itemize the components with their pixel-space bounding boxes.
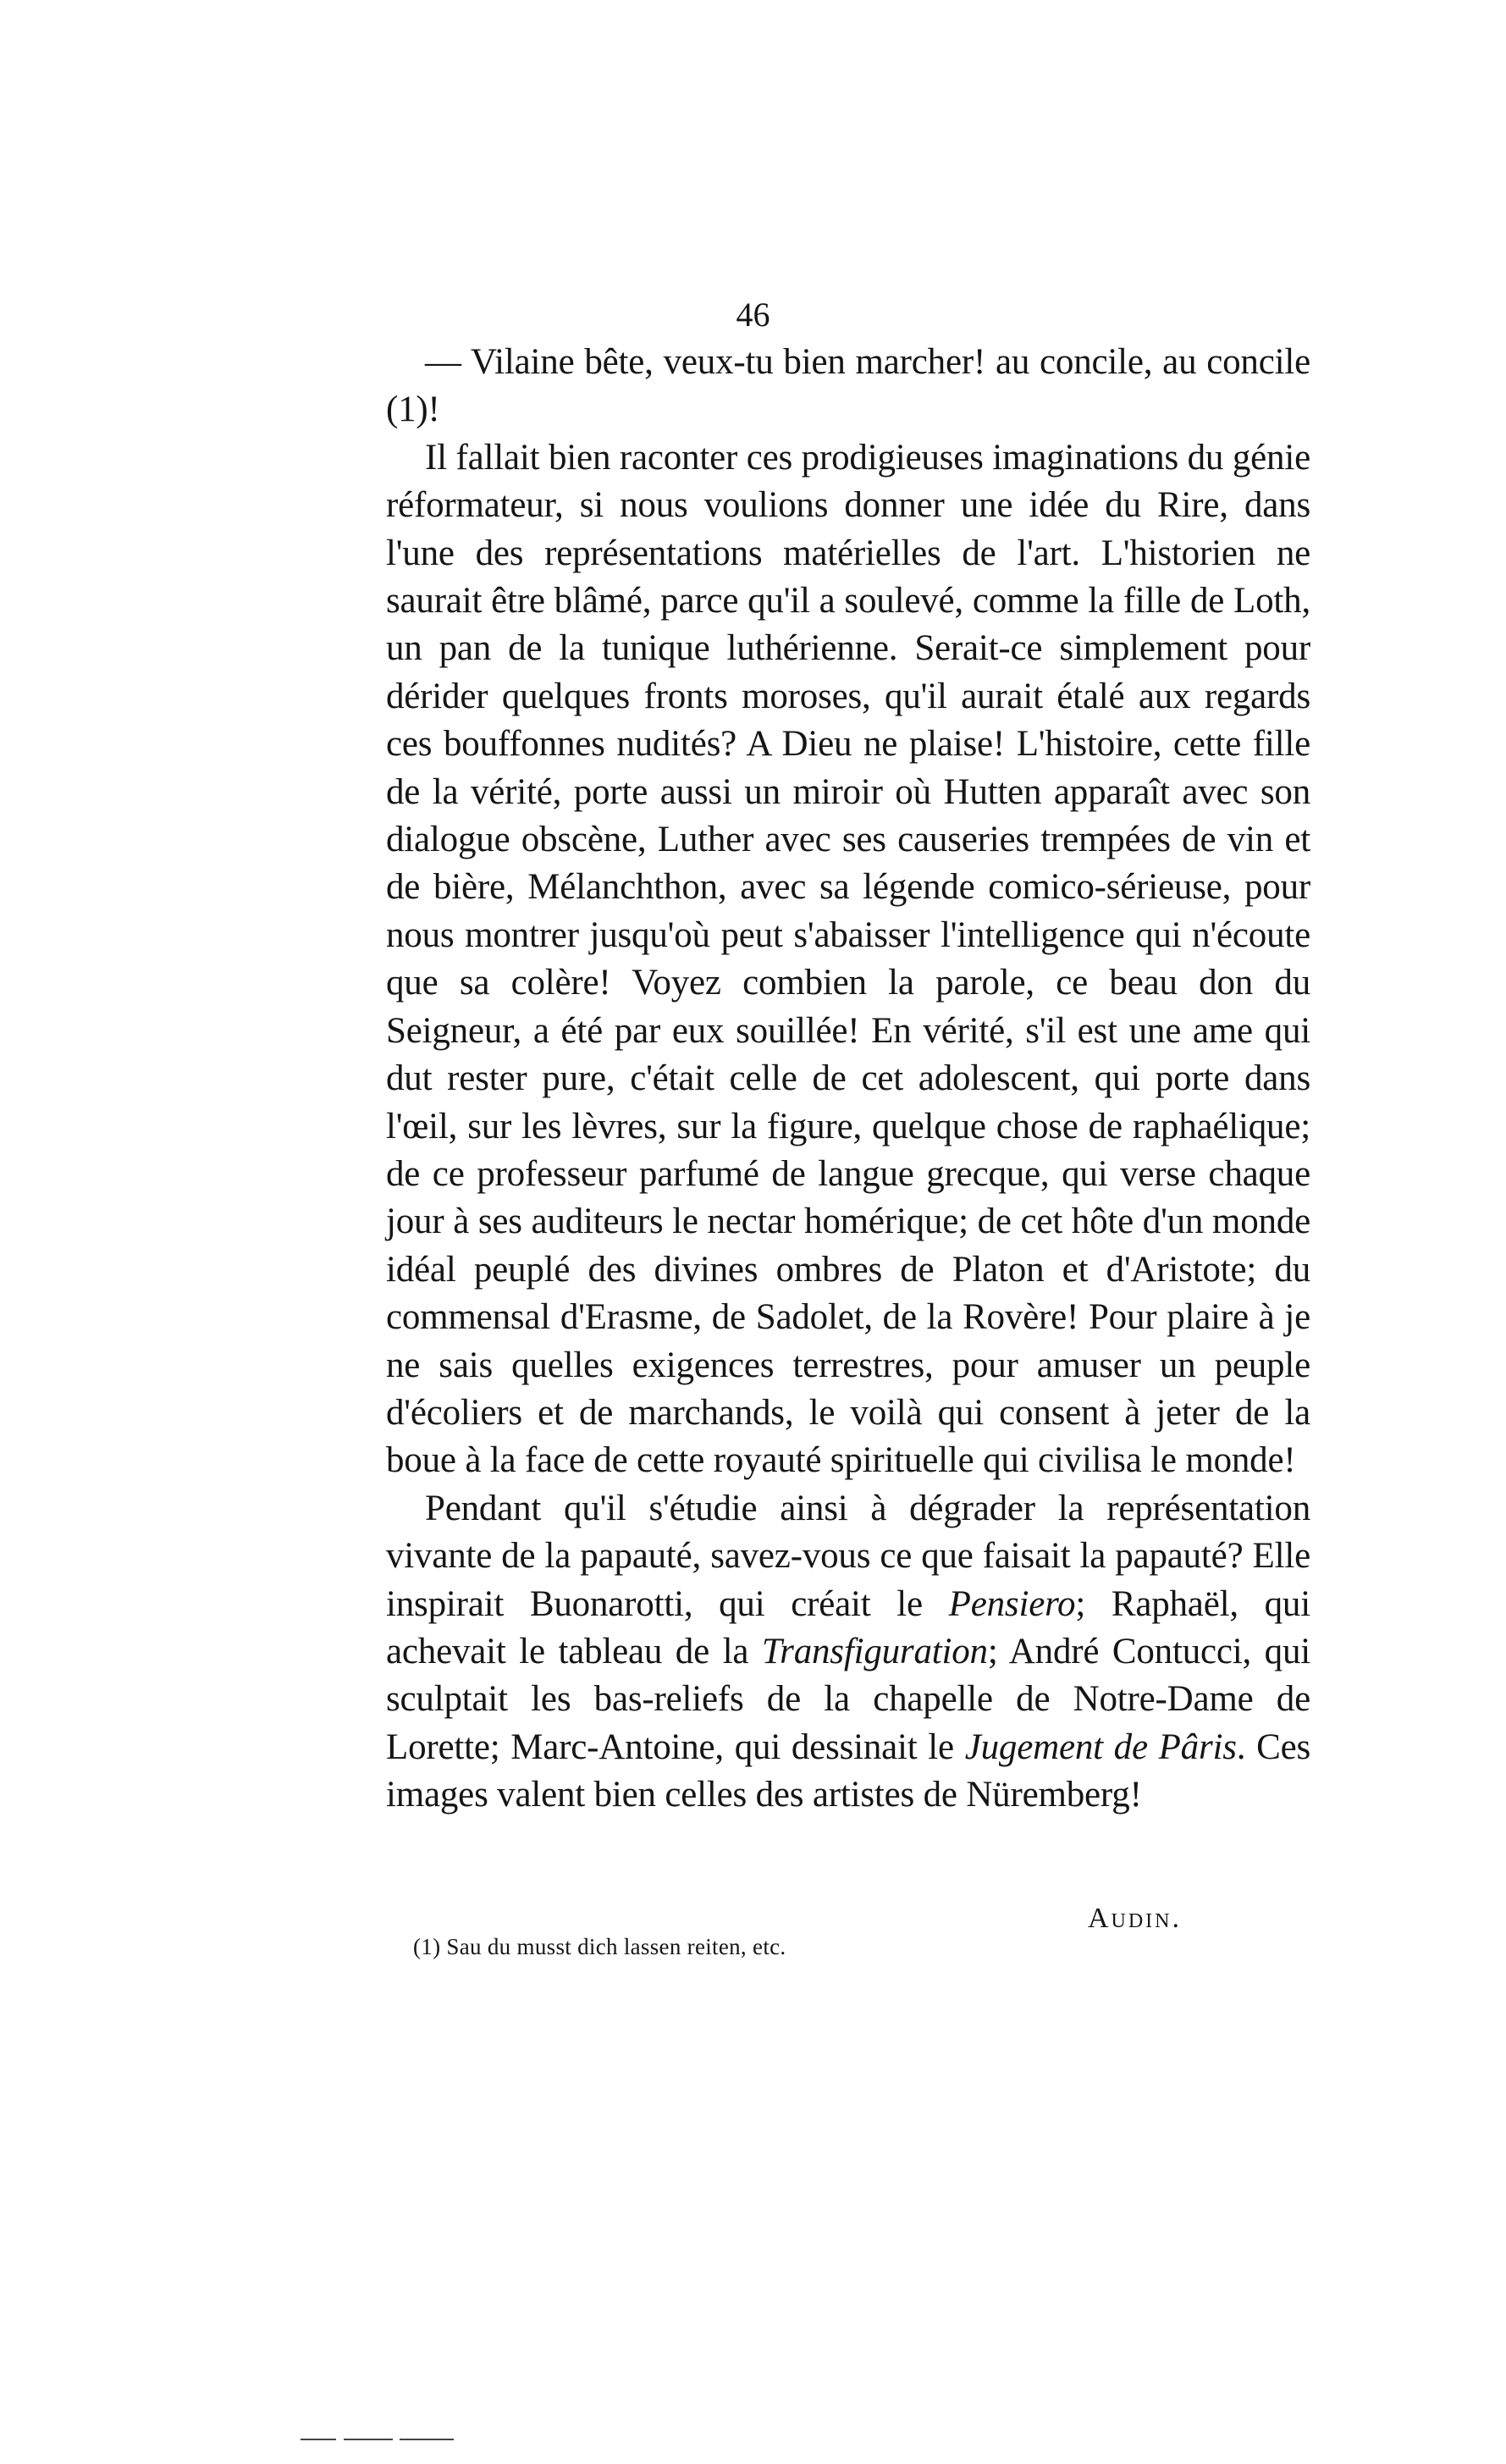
footnote: (1) Sau du musst dich lassen reiten, etc. [413, 1934, 786, 1959]
papacy-text-2: ; Raphaël, qui achevait le tableau de la [386, 1583, 1310, 1671]
main-text [386, 339, 1310, 1820]
paragraph-historian: Il fallait bien raconter ces prodigieuses imaginations du génie réformateur, si nous voulions donner une idée du Rire, dans l'une des représentations matérielles de l'art. L'historien ne saurait être blâmé, parce qu'il a soulevé, comme la fille de Loth, un pan de la tunique luthérienne. Serait-ce simplement pour dérider quelques fronts moroses, qu'il aurait étalé aux regards ces bouffonnes nudités? A Dieu ne plaise! L'histoire, cette fille de la vérité, porte aussi un miroir où Hutten apparaît avec son dialogue obscène, Luther avec ses causeries trempées de vin et de bière, Mélanchthon, avec sa légende comico-sérieuse, pour nous montrer jusqu'où peut s'abaisser l'intelligence qui n'écoute que sa colère! Voyez combien la parole, ce beau don du Seigneur, a été par eux souillée! En vérité, s'il est une ame qui dut rester pure, c'était celle de cet adolescent, qui porte dans l'œil, sur les lèvres, sur la figure, quelque chose de raphaélique; de ce professeur parfumé de langue grecque, qui verse chaque jour à ses auditeurs le nectar homérique; de cet hôte d'un monde idéal peuplé des divines ombres de Platon et d'Aristote; du commensal d'Erasme, de Sadolet, de la Rovère! Pour plaire à je ne sais quelles exigences terrestres, pour amuser un peuple d'écoliers et de marchands, le voilà qui consent à jeter de la boue à la face de cette royauté spirituelle qui civilisa le monde! [386, 437, 1310, 1481]
pensiero-title: Pensiero [948, 1583, 1076, 1624]
scan-mark [301, 2439, 336, 2440]
paragraph-papacy [386, 1485, 1310, 1820]
jugement-title: Jugement de Pâris [964, 1726, 1237, 1767]
scan-mark [418, 2439, 447, 2440]
transfiguration-title: Transfiguration [761, 1631, 988, 1671]
page-number: 46 [736, 296, 770, 334]
author-signature: Audin. [1087, 1903, 1182, 1934]
paragraph-dialogue: — Vilaine bête, veux-tu bien marcher! au concile, au concile (1)! [386, 342, 1310, 430]
papacy-text-4: . Ces images valent bien celles des artistes de Nüremberg! [386, 1726, 1310, 1815]
scan-mark [344, 2439, 393, 2440]
papacy-text-3: ; André Contucci, qui sculptait les bas-reliefs de la chapelle de Notre-Dame de Lorette; Marc-Antoine, qui dessinait le [386, 1631, 1310, 1767]
papacy-text-1: Pendant qu'il s'étudie ainsi à dégrader la représentation vivante de la papauté, savez-vous ce que faisait la papauté? Elle inspirait Buonarotti, qui créait le [386, 1488, 1310, 1624]
